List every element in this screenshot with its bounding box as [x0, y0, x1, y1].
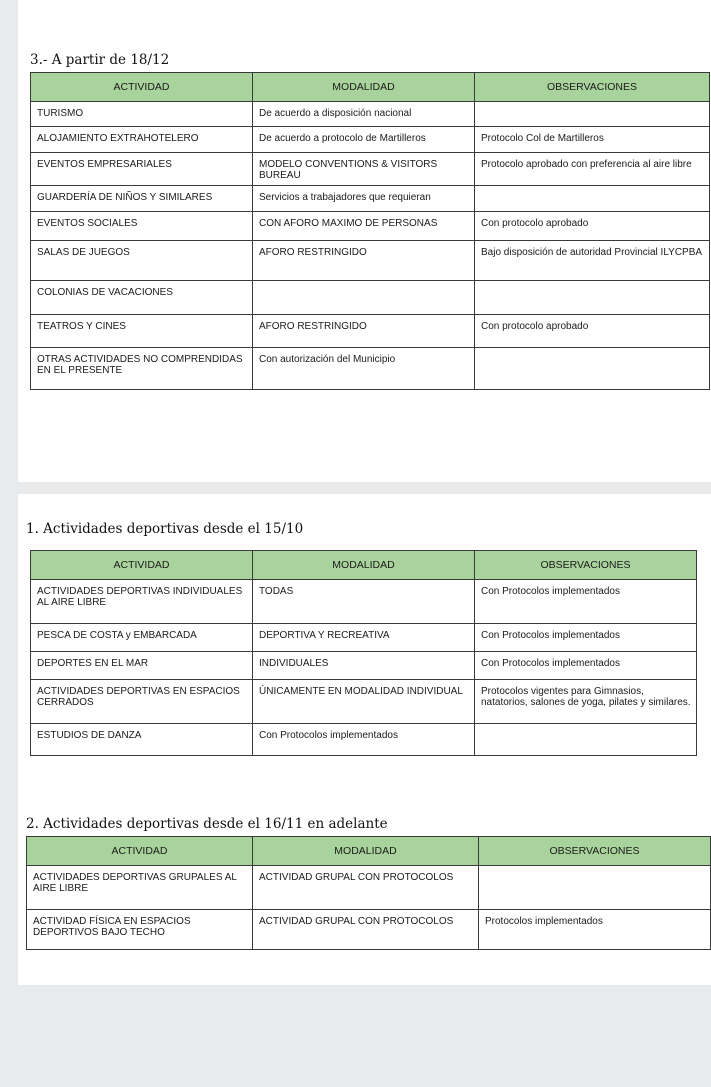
cell-actividad: ESTUDIOS DE DANZA — [31, 724, 253, 756]
table-row — [31, 281, 710, 315]
cell-observaciones — [475, 102, 710, 127]
cell-modalidad — [253, 281, 475, 315]
section3-heading: 3.- A partir de 18/12 — [30, 52, 170, 68]
table-row — [31, 724, 697, 756]
section3-table — [30, 72, 710, 390]
section1-heading: 1. Actividades deportivas desde el 15/10 — [26, 521, 304, 537]
table-row — [31, 315, 710, 348]
table-row — [31, 624, 697, 652]
column-header-actividad: ACTIVIDAD — [31, 551, 253, 580]
cell-observaciones — [475, 281, 710, 315]
table-row — [31, 680, 697, 724]
table-row — [27, 866, 711, 910]
cell-actividad: EVENTOS SOCIALES — [31, 212, 253, 241]
cell-modalidad: AFORO RESTRINGIDO — [253, 241, 475, 281]
cell-actividad: EVENTOS EMPRESARIALES — [31, 153, 253, 186]
column-header-actividad: ACTIVIDAD — [27, 837, 253, 866]
cell-actividad: ACTIVIDADES DEPORTIVAS INDIVIDUALES AL AIRE LIBRE — [31, 580, 253, 624]
cell-modalidad: ACTIVIDAD GRUPAL CON PROTOCOLOS — [253, 910, 479, 950]
cell-modalidad: Con Protocolos implementados — [253, 724, 475, 756]
table-row — [31, 102, 710, 127]
document-page-bottom — [18, 494, 711, 985]
table-row — [31, 241, 710, 281]
cell-observaciones: Con protocolo aprobado — [475, 315, 710, 348]
table-row — [27, 910, 711, 950]
cell-observaciones: Protocolos implementados — [479, 910, 711, 950]
cell-modalidad: DEPORTIVA Y RECREATIVA — [253, 624, 475, 652]
cell-observaciones — [475, 724, 697, 756]
cell-observaciones: Protocolo Col de Martilleros — [475, 127, 710, 153]
cell-observaciones: Protocolo aprobado con preferencia al aire libre — [475, 153, 710, 186]
cell-modalidad: Servicios a trabajadores que requieran — [253, 186, 475, 212]
cell-actividad: TURISMO — [31, 102, 253, 127]
column-header-observaciones: OBSERVACIONES — [479, 837, 711, 866]
cell-observaciones: Con Protocolos implementados — [475, 624, 697, 652]
table-row — [31, 580, 697, 624]
cell-observaciones: Con Protocolos implementados — [475, 652, 697, 680]
column-header-actividad: ACTIVIDAD — [31, 73, 253, 102]
column-header-modalidad: MODALIDAD — [253, 551, 475, 580]
table-row — [31, 348, 710, 390]
cell-actividad: ALOJAMIENTO EXTRAHOTELERO — [31, 127, 253, 153]
cell-actividad: COLONIAS DE VACACIONES — [31, 281, 253, 315]
section2-table — [26, 836, 711, 950]
cell-modalidad: ACTIVIDAD GRUPAL CON PROTOCOLOS — [253, 866, 479, 910]
cell-actividad: ACTIVIDAD FÍSICA EN ESPACIOS DEPORTIVOS BAJO TECHO — [27, 910, 253, 950]
cell-modalidad: De acuerdo a disposición nacional — [253, 102, 475, 127]
cell-modalidad: De acuerdo a protocolo de Martilleros — [253, 127, 475, 153]
section2-heading: 2. Actividades deportivas desde el 16/11 en adelante — [26, 816, 388, 832]
document-page-top — [18, 0, 711, 482]
cell-observaciones: Protocolos vigentes para Gimnasios, natatorios, salones de yoga, pilates y similares. — [475, 680, 697, 724]
table-header-row — [31, 551, 697, 580]
cell-actividad: DEPORTES EN EL MAR — [31, 652, 253, 680]
table-header-row — [27, 837, 711, 866]
cell-modalidad: AFORO RESTRINGIDO — [253, 315, 475, 348]
cell-modalidad: CON AFORO MAXIMO DE PERSONAS — [253, 212, 475, 241]
cell-observaciones: Bajo disposición de autoridad Provincial ILYCPBA — [475, 241, 710, 281]
column-header-modalidad: MODALIDAD — [253, 73, 475, 102]
cell-observaciones: Con Protocolos implementados — [475, 580, 697, 624]
cell-actividad: TEATROS Y CINES — [31, 315, 253, 348]
cell-modalidad: INDIVIDUALES — [253, 652, 475, 680]
cell-observaciones: Con protocolo aprobado — [475, 212, 710, 241]
cell-actividad: PESCA DE COSTA y EMBARCADA — [31, 624, 253, 652]
table-row — [31, 186, 710, 212]
cell-observaciones — [479, 866, 711, 910]
cell-actividad: OTRAS ACTIVIDADES NO COMPRENDIDAS EN EL PRESENTE — [31, 348, 253, 390]
table-row — [31, 652, 697, 680]
cell-actividad: GUARDERÍA DE NIÑOS Y SIMILARES — [31, 186, 253, 212]
cell-actividad: ACTIVIDADES DEPORTIVAS EN ESPACIOS CERRADOS — [31, 680, 253, 724]
column-header-observaciones: OBSERVACIONES — [475, 73, 710, 102]
cell-observaciones — [475, 348, 710, 390]
table-row — [31, 212, 710, 241]
cell-modalidad: TODAS — [253, 580, 475, 624]
table-row — [31, 127, 710, 153]
cell-modalidad: ÚNICAMENTE EN MODALIDAD INDIVIDUAL — [253, 680, 475, 724]
cell-modalidad: MODELO CONVENTIONS & VISITORS BUREAU — [253, 153, 475, 186]
cell-observaciones — [475, 186, 710, 212]
section1-table — [30, 550, 697, 756]
column-header-observaciones: OBSERVACIONES — [475, 551, 697, 580]
column-header-modalidad: MODALIDAD — [253, 837, 479, 866]
cell-actividad: ACTIVIDADES DEPORTIVAS GRUPALES AL AIRE LIBRE — [27, 866, 253, 910]
table-row — [31, 153, 710, 186]
cell-actividad: SALAS DE JUEGOS — [31, 241, 253, 281]
cell-modalidad: Con autorización del Municipio — [253, 348, 475, 390]
table-header-row — [31, 73, 710, 102]
